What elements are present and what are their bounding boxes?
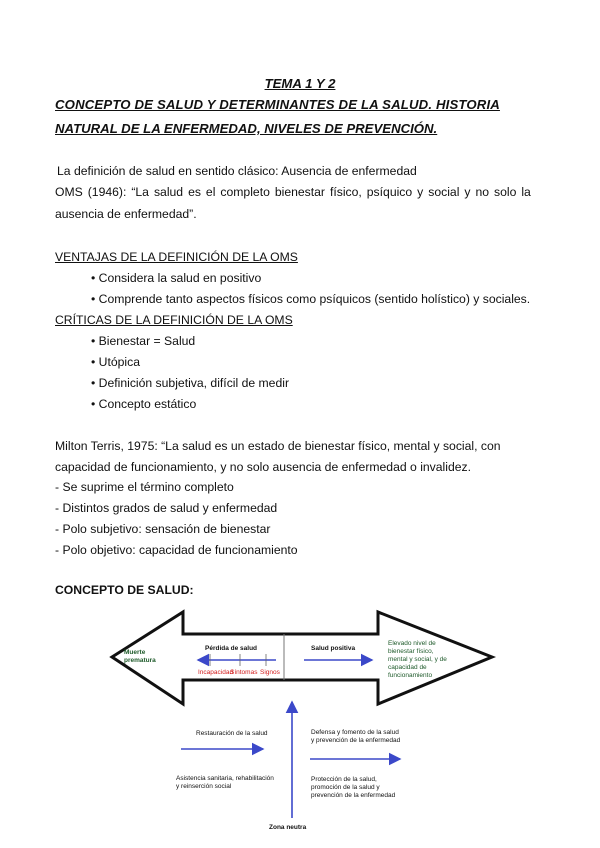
- title-line-2: NATURAL DE LA ENFERMEDAD, NIVELES DE PREVENCIÓN.: [55, 121, 438, 136]
- criticas-item: • Utópica: [91, 353, 140, 371]
- defensa-label: Defensa y fomento de la salud y prevención de la enfermedad: [311, 729, 401, 744]
- ventajas-heading: VENTAJAS DE LA DEFINICIÓN DE LA OMS: [55, 250, 298, 264]
- title-line-1: CONCEPTO DE SALUD Y DETERMINANTES DE LA SALUD. HISTORIA: [55, 97, 500, 112]
- zona-neutra-label: Zona neutra: [269, 824, 307, 831]
- criticas-item: • Bienestar = Salud: [91, 332, 195, 350]
- ventajas-item: • Considera la salud en positivo: [91, 269, 261, 287]
- elevado-nivel-label: Elevado nivel de bienestar físico, mental y social, y de capacidad de funcionamiento: [388, 640, 447, 679]
- oms-definition-line-2: ausencia de enfermedad”.: [55, 207, 197, 221]
- terris-point: - Distintos grados de salud y enfermedad: [55, 501, 278, 515]
- terris-point: - Polo objetivo: capacidad de funcionamiento: [55, 543, 298, 557]
- tema-title: TEMA 1 Y 2: [264, 76, 336, 91]
- terris-definition-line-2: capacidad de funcionamiento, y no solo ausencia de enfermedad o invalidez.: [55, 460, 472, 474]
- criticas-item: • Definición subjetiva, difícil de medir: [91, 374, 289, 392]
- ventajas-item: • Comprende tanto aspectos físicos como psíquicos (sentido holístico) y sociales.: [91, 290, 530, 308]
- stage-incapacidad: Incapacidad: [198, 669, 234, 676]
- perdida-salud-label: Pérdida de salud: [205, 645, 258, 652]
- terris-definition-line-1: Milton Terris, 1975: “La salud es un estado de bienestar físico, mental y social, con: [55, 439, 501, 453]
- stage-signos: Signos: [260, 669, 280, 676]
- restauracion-label: Restauración de la salud: [196, 730, 268, 737]
- proteccion-label: Protección de la salud, promoción de la salud y prevención de la enfermedad: [311, 776, 396, 799]
- oms-definition-line-1: OMS (1946): “La salud es el completo bienestar físico, psíquico y social y no solo la: [55, 185, 531, 199]
- muerte-prematura-label: Muerte prematura: [124, 649, 156, 664]
- terris-point: - Polo subjetivo: sensación de bienestar: [55, 522, 271, 536]
- diagram-heading: CONCEPTO DE SALUD:: [55, 583, 194, 597]
- classic-definition: La definición de salud en sentido clásico: Ausencia de enfermedad: [57, 164, 417, 178]
- criticas-item: • Concepto estático: [91, 395, 196, 413]
- salud-positiva-label: Salud positiva: [311, 645, 356, 652]
- asistencia-label: Asistencia sanitaria, rehabilitación y reinserción social: [176, 775, 274, 790]
- terris-point: - Se suprime el término completo: [55, 480, 234, 494]
- criticas-heading: CRÍTICAS DE LA DEFINICIÓN DE LA OMS: [55, 313, 293, 327]
- stage-sintomas: Síntomas: [230, 669, 258, 676]
